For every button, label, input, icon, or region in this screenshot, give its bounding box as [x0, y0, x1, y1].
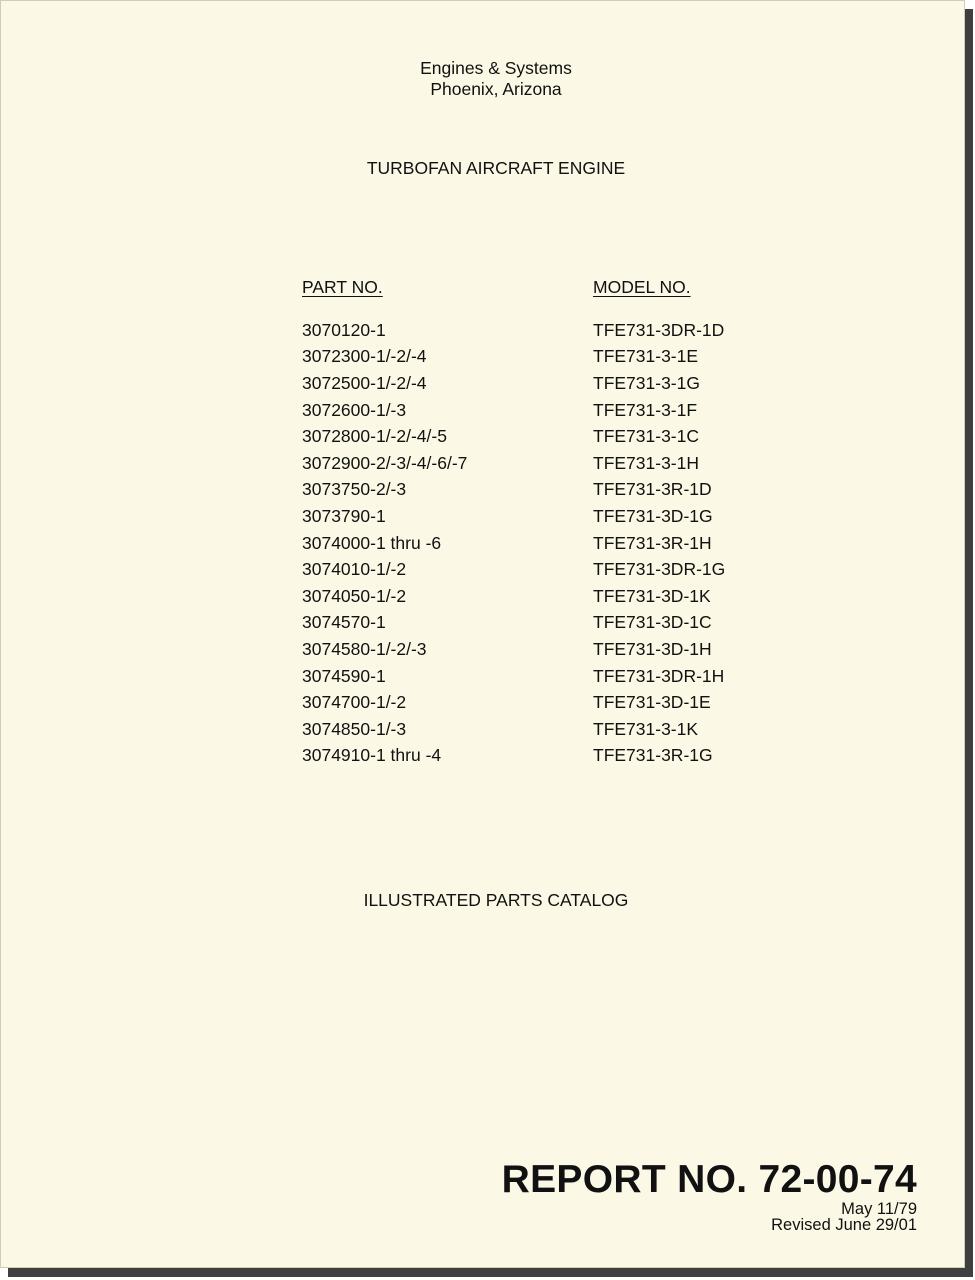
part-number-cell: 3074700-1/-2	[302, 692, 407, 713]
engine-title: TURBOFAN AIRCRAFT ENGINE	[366, 158, 626, 178]
table-row	[302, 530, 793, 557]
table-row	[302, 477, 793, 504]
report-revised-date: Revised June 29/01	[771, 1216, 917, 1234]
part-number-cell: 3074050-1/-2	[302, 585, 407, 606]
part-number-cell: 3073790-1	[302, 505, 386, 526]
table-row	[302, 370, 793, 397]
part-number-cell: 3073750-2/-3	[302, 479, 407, 500]
table-row	[302, 663, 793, 690]
catalog-title: ILLUSTRATED PARTS CATALOG	[363, 890, 629, 910]
part-number-cell: 3074010-1/-2	[302, 559, 407, 580]
part-number-cell: 3072500-1/-2/-4	[302, 372, 427, 393]
parts-model-table	[302, 277, 793, 769]
model-number-cell: TFE731-3-1C	[593, 426, 700, 447]
model-number-cell: TFE731-3R-1G	[593, 745, 713, 766]
model-number-cell: TFE731-3D-1K	[593, 585, 711, 606]
model-number-cell: TFE731-3DR-1G	[593, 559, 726, 580]
table-header-row	[302, 277, 793, 317]
table-row	[302, 636, 793, 663]
part-number-cell: 3070120-1	[302, 319, 386, 340]
report-number: REPORT NO. 72-00-74	[501, 1158, 917, 1201]
part-no-header: PART NO.	[302, 277, 383, 297]
model-number-cell: TFE731-3D-1G	[593, 505, 713, 526]
part-number-cell: 3074850-1/-3	[302, 718, 407, 739]
table-row	[302, 317, 793, 344]
model-number-cell: TFE731-3DR-1H	[593, 665, 725, 686]
model-number-cell: TFE731-3D-1H	[593, 638, 712, 659]
model-no-header: MODEL NO.	[593, 277, 691, 297]
model-number-cell: TFE731-3DR-1D	[593, 319, 725, 340]
part-number-cell: 3072900-2/-3/-4/-6/-7	[302, 452, 468, 473]
part-number-cell: 3072300-1/-2/-4	[302, 346, 427, 367]
model-number-cell: TFE731-3D-1E	[593, 692, 711, 713]
model-number-cell: TFE731-3-1F	[593, 399, 698, 420]
model-number-cell: TFE731-3R-1D	[593, 479, 712, 500]
model-number-cell: TFE731-3-1K	[593, 718, 699, 739]
company-location: Phoenix, Arizona	[430, 79, 562, 99]
table-row	[302, 397, 793, 424]
report-block	[502, 1159, 917, 1233]
model-number-cell: TFE731-3R-1H	[593, 532, 712, 553]
table-row	[302, 503, 793, 530]
part-number-cell: 3074580-1/-2/-3	[302, 638, 427, 659]
table-row	[302, 743, 793, 770]
model-number-cell: TFE731-3-1H	[593, 452, 700, 473]
report-date: May 11/79	[841, 1200, 917, 1218]
table-row	[302, 423, 793, 450]
table-row	[302, 610, 793, 637]
table-row	[302, 556, 793, 583]
part-number-cell: 3074590-1	[302, 665, 386, 686]
part-number-cell: 3074570-1	[302, 612, 386, 633]
model-number-cell: TFE731-3D-1C	[593, 612, 712, 633]
part-number-cell: 3072600-1/-3	[302, 399, 407, 420]
table-row	[302, 450, 793, 477]
table-row	[302, 583, 793, 610]
parts-table-body	[302, 317, 793, 769]
table-row	[302, 689, 793, 716]
table-row	[302, 344, 793, 371]
part-number-cell: 3072800-1/-2/-4/-5	[302, 426, 447, 447]
model-number-cell: TFE731-3-1G	[593, 372, 700, 393]
company-name: Engines & Systems	[420, 58, 572, 78]
part-number-cell: 3074910-1 thru -4	[302, 745, 442, 766]
part-number-cell: 3074000-1 thru -6	[302, 532, 442, 553]
model-number-cell: TFE731-3-1E	[593, 346, 699, 367]
table-row	[302, 716, 793, 743]
